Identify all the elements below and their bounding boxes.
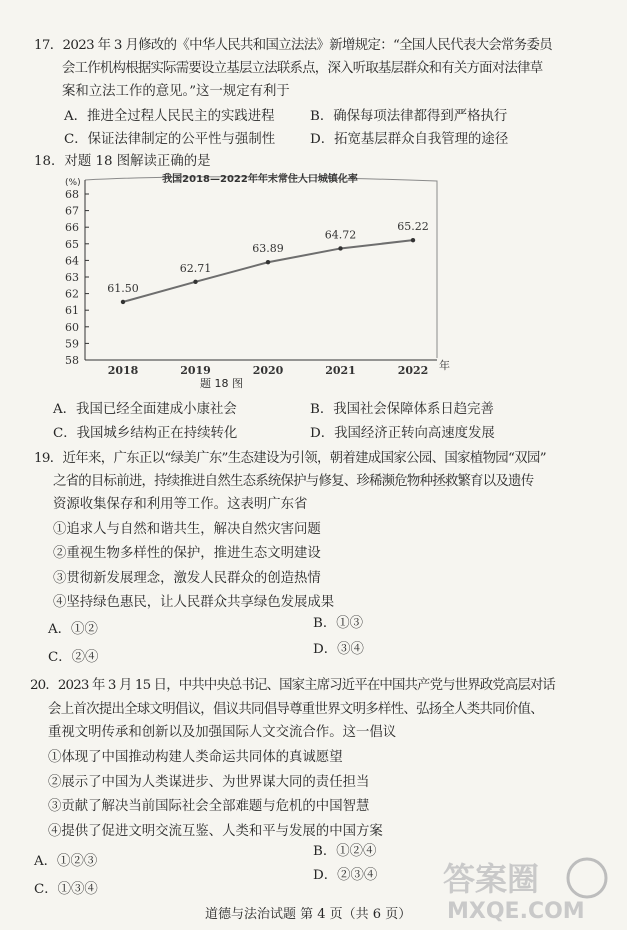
q19-stem-line-1: 19．近年来，广东正以“绿美广东”生态建设为引领，朝着建成国家公园、国家植物园“双园”: [34, 451, 546, 466]
q17-option-b: B．确保每项法律都得到严格执行: [310, 109, 508, 124]
q20-stem-line-2: 会上首次提出全球文明倡议，倡议共同倡导尊重世界文明多样性、弘扬全人类共同价值、: [48, 702, 543, 717]
y-tick-label-6: 64: [65, 254, 79, 268]
q19-item-3: ③贯彻新发展理念，激发人民群众的创造热情: [53, 571, 321, 586]
page-footer: 道德与法治试题 第 4 页（共 6 页）: [205, 907, 412, 922]
x-axis-unit: 年: [439, 359, 450, 372]
watermark-logo: [437, 854, 613, 926]
data-point-1: [193, 280, 197, 284]
y-tick-label-9: 67: [65, 204, 79, 218]
data-label-0: 61.50: [107, 281, 139, 295]
q19-item-4: ④坚持绿色惠民，让人民群众共享绿色发展成果: [53, 595, 335, 610]
q17-option-d: D．拓宽基层群众自我管理的途径: [310, 132, 509, 147]
q17-stem-line-3: 案和立法工作的意见。”这一规定有利于: [62, 84, 290, 99]
q17-stem-line-2: 会工作机构根据实际需要设立基层立法联系点，深入听取基层群众和有关方面对法律草: [62, 61, 543, 76]
y-tick-label-2: 60: [65, 320, 79, 334]
q18-option-b: B．我国社会保障体系日趋完善: [310, 402, 494, 417]
x-tick-label-2: 2020: [252, 364, 284, 377]
data-point-4: [411, 238, 415, 242]
q19-stem-line-2: 之省的目标前进，持续推进自然生态系统保护与修复、珍稀濒危物种拯救繁育以及遗传: [53, 474, 534, 489]
q17-option-a: A．推进全过程人民民主的实践进程: [64, 109, 275, 124]
chart-canvas: [55, 168, 450, 390]
q20-item-1: ①体现了中国推动构建人类命运共同体的真诚愿望: [48, 750, 343, 765]
y-axis-unit: (%): [65, 178, 81, 188]
q19-item-2: ②重视生物多样性的保护，推进生态文明建设: [53, 546, 321, 561]
q19-option-a: A．①②: [48, 622, 98, 637]
x-tick-label-0: 2018: [107, 364, 139, 377]
q17-option-c: C．保证法律制定的公平性与强制性: [64, 132, 276, 147]
data-point-2: [266, 260, 270, 264]
chart-frame: [85, 177, 437, 358]
q20-option-b: B．①②④: [313, 844, 377, 859]
series-marks: [107, 220, 429, 304]
q20-stem-line-3: 重视文明传承和创新以及加强国际人文交流合作。这一倡议: [48, 725, 397, 740]
y-tick-label-10: 68: [65, 188, 79, 201]
x-tick-label-4: 2022: [397, 364, 429, 377]
y-tick-label-0: 58: [65, 354, 79, 367]
x-tick-label-3: 2021: [325, 364, 356, 377]
watermark-url-text: MXQE.COM: [447, 899, 585, 924]
q18-option-a: A．我国已经全面建成小康社会: [53, 402, 237, 417]
y-tick-label-7: 65: [65, 237, 79, 251]
y-tick-label-8: 66: [65, 221, 79, 235]
chart-title: 我国2018—2022年年末常住人口城镇化率: [162, 174, 358, 185]
data-point-3: [338, 246, 342, 250]
q18-option-c: C．我国城乡结构正在持续转化: [53, 426, 238, 441]
y-tick-label-3: 61: [65, 304, 79, 318]
data-label-1: 62.71: [179, 261, 212, 275]
urbanization-line-chart: [55, 168, 450, 390]
q18-figure-caption: 题 18 图: [200, 377, 243, 390]
q19-stem-line-3: 资源收集保存和利用等工作。这表明广东省: [53, 497, 308, 512]
data-label-2: 63.89: [252, 242, 284, 256]
watermark-cn-text: 答案圈: [443, 860, 540, 898]
q20-stem-line-1: 20．2023 年 3 月 15 日，中共中央总书记、国家主席习近平在中国共产党与世界政党高层对话: [30, 678, 555, 693]
q20-item-4: ④提供了促进文明交流互鉴、人类和平与发展的中国方案: [48, 824, 383, 839]
y-tick-label-5: 63: [65, 271, 79, 284]
y-tick-label-1: 59: [65, 337, 79, 351]
y-tick-label-4: 62: [65, 287, 79, 301]
q20-option-d: D．②③④: [313, 868, 378, 883]
data-label-3: 64.72: [324, 228, 357, 242]
data-label-4: 65.22: [397, 220, 429, 234]
watermark-circle: [568, 859, 606, 897]
q20-option-a: A．①②③: [34, 854, 98, 869]
q20-item-2: ②展示了中国为人类谋进步、为世界谋大同的责任担当: [48, 775, 370, 790]
q20-item-3: ③贡献了解决当前国际社会全部难题与危机的中国智慧: [48, 799, 370, 814]
q19-option-c: C．②④: [48, 650, 99, 665]
q17-stem-line-1: 17．2023 年 3 月修改的《中华人民共和国立法法》新增规定：“全国人民代表大会常务委员: [34, 38, 553, 53]
q19-option-b: B．①③: [313, 616, 364, 631]
q19-item-1: ①追求人与自然和谐共生，解决自然灾害问题: [53, 522, 321, 537]
q18-stem: 18．对题 18 图解读正确的是: [34, 154, 211, 169]
q19-option-d: D．③④: [313, 642, 364, 657]
data-point-0: [121, 300, 125, 304]
q18-option-d: D．我国经济正转向高速度发展: [310, 426, 495, 441]
q20-option-c: C．①③④: [34, 882, 98, 897]
x-tick-label-1: 2019: [180, 364, 211, 377]
